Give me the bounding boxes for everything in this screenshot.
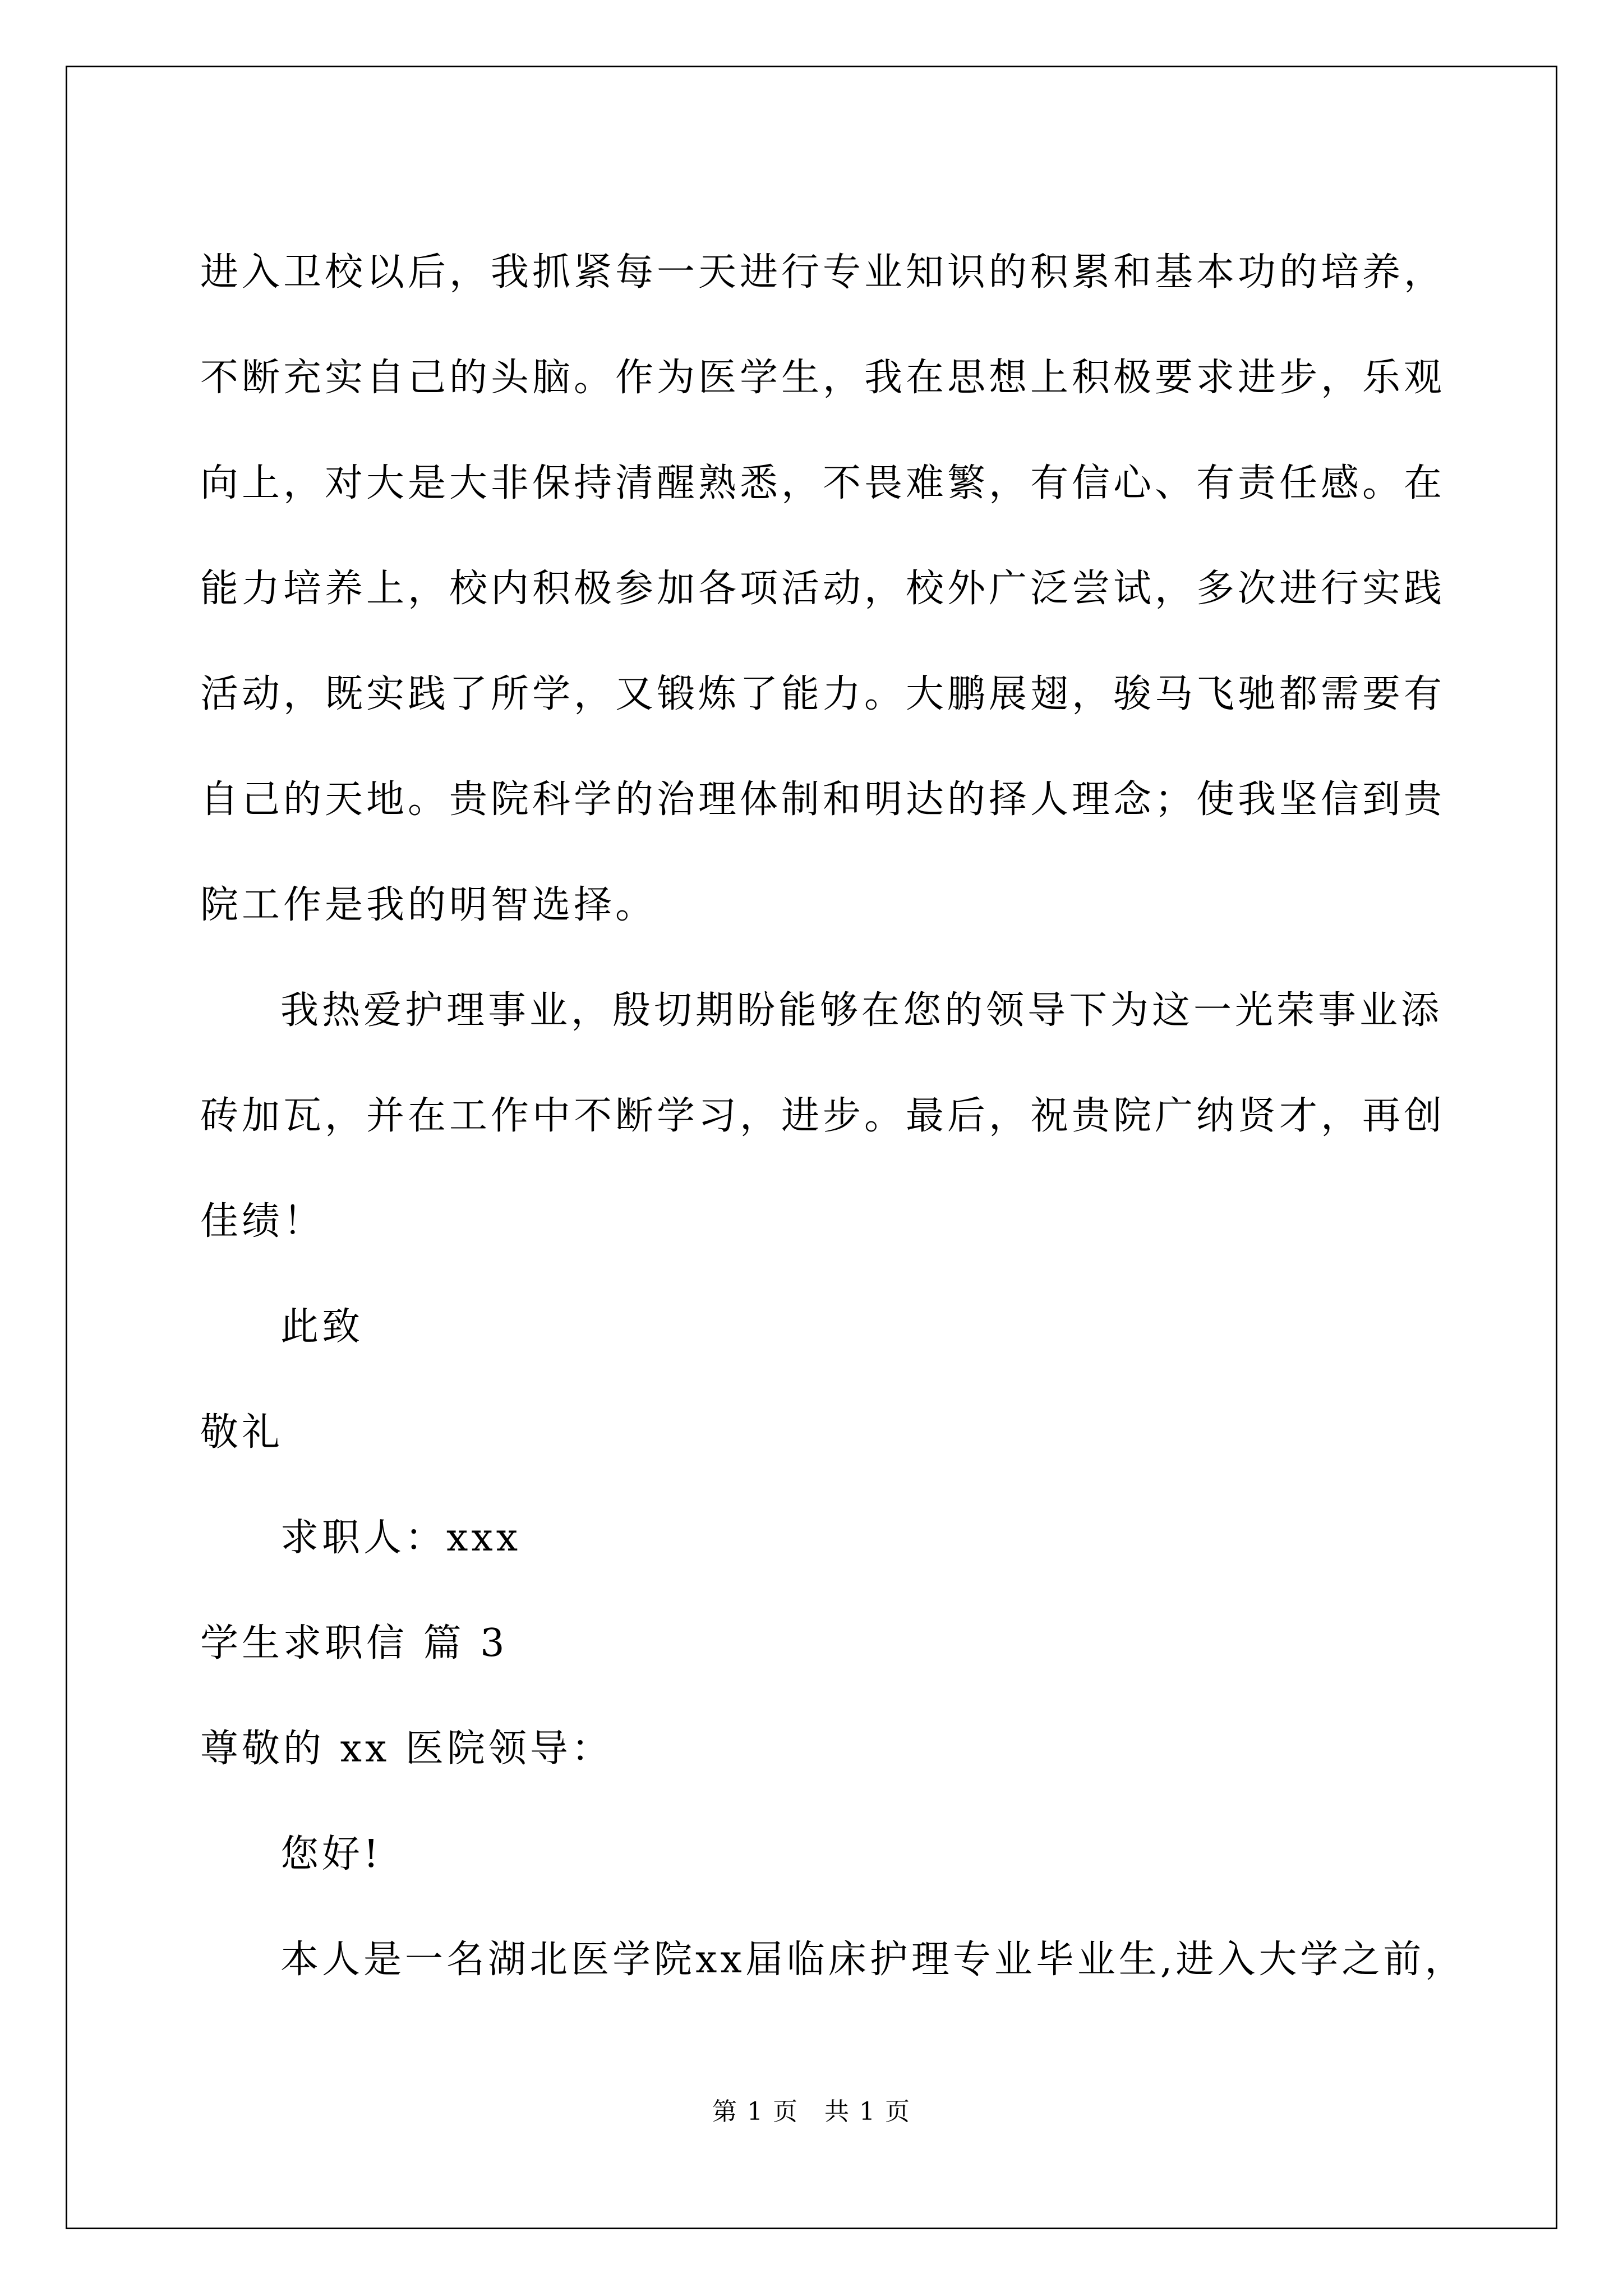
- text-line: 能力培养上，校内积极参加各项活动，校外广泛尝试，多次进行实践: [200, 567, 1446, 611]
- page-footer: [0, 2095, 1623, 2129]
- closing-salutation: 此致: [280, 1305, 364, 1349]
- text-line: 进入卫校以后，我抓紧每一天进行专业知识的积累和基本功的培养，: [200, 250, 1446, 295]
- document-body: [200, 220, 1467, 2013]
- text-line: 院工作是我的明智选择。: [200, 883, 657, 927]
- text-line: 砖加瓦，并在工作中不断学习，进步。最后，祝贵院广纳贤才，再创: [200, 1094, 1446, 1138]
- section-heading: 学生求职信 篇 3: [200, 1621, 508, 1665]
- text-line: 活动，既实践了所学，又锻炼了能力。大鹏展翅，骏马飞驰都需要有: [200, 672, 1446, 716]
- text-line: 不断充实自己的头脑。作为医学生，我在思想上积极要求进步，乐观: [200, 356, 1446, 400]
- text-line: 佳绩！: [200, 1199, 325, 1244]
- greeting-recipient: 尊敬的 xx 医院领导：: [200, 1727, 613, 1771]
- text-line: 向上，对大是大非保持清醒熟悉，不畏难繁，有信心、有责任感。在: [200, 461, 1446, 505]
- greeting: 您好!: [280, 1832, 382, 1876]
- text-line: 自己的天地。贵院科学的治理体制和明达的择人理念；使我坚信到贵: [200, 777, 1446, 822]
- page-number: 第 1 页 共 1 页: [712, 2097, 911, 2126]
- signature-line: 求职人：xxx: [280, 1516, 522, 1560]
- text-line: 本人是一名湖北医学院xx届临床护理专业毕业生,进入大学之前，: [280, 1938, 1467, 1982]
- text-line: 我热爱护理事业，殷切期盼能够在您的领导下为这一光荣事业添: [280, 988, 1443, 1033]
- closing-respect: 敬礼: [200, 1410, 284, 1455]
